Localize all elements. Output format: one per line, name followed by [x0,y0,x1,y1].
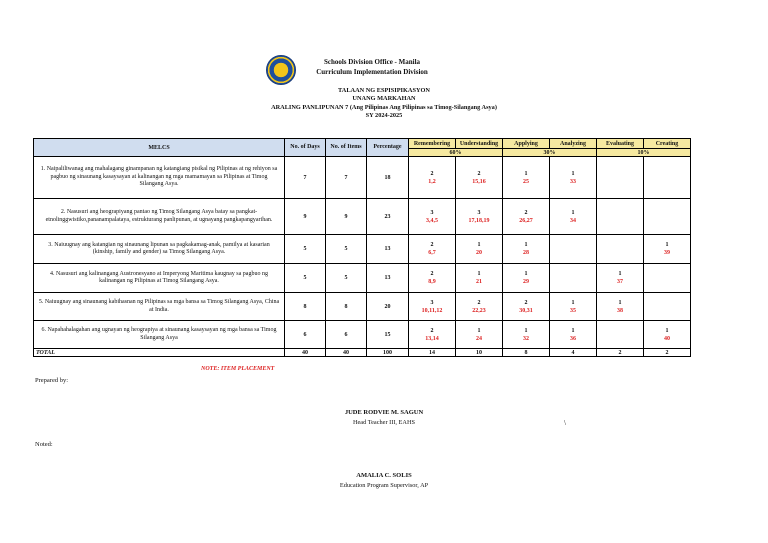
item-numbers: 25 [523,178,529,185]
total-percentage: 100 [367,349,409,357]
understanding-cell [456,235,503,264]
item-numbers: 24 [476,335,482,342]
creating-cell [644,321,691,349]
items-cell: 5 [326,264,367,293]
creating-cell [644,264,691,293]
prepared-name: JUDE RODVIE M. SAGUN [344,409,424,416]
item-numbers: 36 [570,335,576,342]
item-numbers: 20 [476,250,482,256]
item-numbers: 30,31 [519,307,533,314]
prepared-title: Head Teacher III, EAHS [352,419,416,426]
header-items: No. of Items [326,139,367,157]
evaluating-cell [597,199,644,235]
understanding-cell [456,293,503,321]
days-cell: 9 [285,199,326,235]
noted-title: Education Program Supervisor, AP [339,482,429,489]
total-items: 40 [326,349,367,357]
item-numbers: 39 [664,250,670,256]
creating-cell [644,235,691,264]
creating-cell [644,157,691,199]
item-numbers: 29 [523,279,529,285]
item-numbers: 37 [617,279,623,285]
header-evaluating: Evaluating [597,139,644,149]
item-count: 1 [618,299,622,306]
percentage-cell: 23 [367,199,409,235]
item-count: 1 [571,209,575,216]
applying-cell [503,293,550,321]
table-row [34,235,691,264]
item-count: 1 [477,271,481,277]
item-count: 3 [477,209,481,216]
prepared-signature-block [0,408,768,428]
total-remembering: 14 [409,349,456,357]
item-placement-note: NOTE: ITEM PLACEMENT [201,366,275,372]
items-cell: 6 [326,321,367,349]
melc-cell: 3. Naiuugnay ang katangian ng sinaunang lipunan sa pagkakamag-anak, pamilya at kasarian (kinship, family and gender) sa Timog Silangang Asya. [34,235,285,264]
item-count: 1 [524,271,528,277]
total-days: 40 [285,349,326,357]
table-row [34,321,691,349]
evaluating-cell [597,235,644,264]
melc-cell: 1. Naipaliliwanag ang mahalagang ginampanan ng katangiang pisikal ng Pilipinas at ng rehiyon sa pagbuo ng sinaunang kasaysayan at kalinangan ng mga mamamayan sa Pilipinas at Timog Silangang Asya. [34,157,285,199]
items-cell: 5 [326,235,367,264]
items-cell: 7 [326,157,367,199]
percentage-cell: 13 [367,264,409,293]
analyzing-cell [550,293,597,321]
remembering-cell [409,264,456,293]
office-heading [302,57,442,77]
applying-cell [503,199,550,235]
percentage-cell: 18 [367,157,409,199]
item-numbers: 8,9 [428,279,436,285]
item-numbers: 26,27 [519,217,533,224]
total-evaluating: 2 [597,349,644,357]
analyzing-cell [550,157,597,199]
item-numbers: 32 [523,335,529,342]
applying-cell [503,235,550,264]
days-cell: 6 [285,321,326,349]
header-melcs: MELCS [34,139,285,157]
remembering-cell [409,235,456,264]
item-numbers: 34 [570,217,576,224]
table-row [34,264,691,293]
table-of-specifications [33,138,691,357]
table-row [34,199,691,235]
evaluating-cell [597,293,644,321]
remembering-cell [409,321,456,349]
header-percentage: Percentage [367,139,409,157]
header-remembering: Remembering [409,139,456,149]
item-count: 1 [665,242,669,248]
item-numbers: 21 [476,279,482,285]
item-count: 2 [524,299,528,306]
applying-cell [503,321,550,349]
creating-cell [644,199,691,235]
analyzing-cell [550,235,597,264]
item-numbers: 38 [617,307,623,314]
quarter-label: UNANG MARKAHAN [352,95,416,103]
understanding-cell [456,199,503,235]
school-year: SY 2024-2025 [365,111,403,119]
office-name: Schools Division Office - Manila [323,58,421,66]
item-numbers: 28 [523,250,529,256]
item-count: 1 [477,242,481,248]
item-count: 1 [477,327,481,334]
noted-signature-block [0,471,768,491]
percentage-cell: 20 [367,293,409,321]
total-label: TOTAL [34,349,285,357]
noted-label: Noted: [35,441,53,448]
item-count: 2 [524,209,528,216]
total-row [34,349,691,357]
understanding-cell [456,264,503,293]
evaluating-cell [597,157,644,199]
subject-label: ARALING PANLIPUNAN 7 (Ang Pilipinas Ang Pilipinas sa Timog-Silangang Asya) [271,103,497,111]
item-count: 1 [571,170,575,177]
item-count: 3 [430,209,434,216]
remembering-cell [409,293,456,321]
document-titles [0,87,768,120]
understanding-cell [456,157,503,199]
header-pct-30: 30% [503,149,597,157]
days-cell: 5 [285,235,326,264]
percentage-cell: 13 [367,235,409,264]
total-creating: 2 [644,349,691,357]
days-cell: 7 [285,157,326,199]
item-count: 2 [477,170,481,177]
melc-cell: 6. Napahahalagahan ang ugnayan ng heograpiya at sinaunang kasaysayan ng mga bansa sa Timog Silangang Asya [34,321,285,349]
stray-mark: \ [564,419,566,427]
melc-cell: 4. Nasusuri ang kalinangang Austronesyano at Imperyong Maritima kaugnay sa pagbuo ng kalinangan ng Pilipinas at Timog Silangang Asya. [34,264,285,293]
remembering-cell [409,199,456,235]
total-applying: 8 [503,349,550,357]
item-numbers: 40 [664,335,670,342]
item-count: 1 [571,299,575,306]
item-count: 2 [430,271,434,277]
item-count: 1 [665,327,669,334]
item-numbers: 35 [570,307,576,314]
days-cell: 8 [285,293,326,321]
table-row [34,157,691,199]
applying-cell [503,157,550,199]
header-creating: Creating [644,139,691,149]
item-count: 3 [430,299,434,306]
item-count: 1 [618,271,622,277]
item-count: 2 [430,170,434,177]
melc-cell: 5. Naiuugnay ang sinaunang kabihasnan ng Pilipinas sa mga bansa sa Timog Silangang Asya, China at India. [34,293,285,321]
total-analyzing: 4 [550,349,597,357]
item-numbers: 15,16 [472,178,486,185]
division-seal-logo [266,55,296,85]
item-count: 1 [524,327,528,334]
item-count: 2 [430,327,434,334]
header-pct-60: 60% [409,149,503,157]
item-numbers: 10,11,12 [421,307,443,314]
melc-cell: 2. Nasusuri ang heograpiyang pantao ng Timog Silangang Asya batay sa pangkat-etnolinggwistiko,pananampalataya, estrukturang panlipunan, at ugnayang pangkapangyarihan. [34,199,285,235]
division-name: Curriculum Implementation Division [316,68,428,76]
creating-cell [644,293,691,321]
evaluating-cell [597,264,644,293]
header-pct-10: 10% [597,149,691,157]
analyzing-cell [550,264,597,293]
total-understanding: 10 [456,349,503,357]
item-numbers: 33 [570,178,576,185]
analyzing-cell [550,321,597,349]
item-numbers: 3,4,5 [426,217,438,224]
item-count: 2 [430,242,434,248]
header-understanding: Understanding [456,139,503,149]
table-row [34,293,691,321]
item-numbers: 13,14 [425,335,439,342]
evaluating-cell [597,321,644,349]
item-count: 1 [524,242,528,248]
header-days: No. of Days [285,139,326,157]
applying-cell [503,264,550,293]
item-numbers: 6,7 [428,250,436,256]
header-analyzing: Analyzing [550,139,597,149]
days-cell: 5 [285,264,326,293]
item-count: 1 [524,170,528,177]
items-cell: 9 [326,199,367,235]
understanding-cell [456,321,503,349]
items-cell: 8 [326,293,367,321]
document-title: TALAAN NG ESPISIPIKASYON [338,87,430,94]
analyzing-cell [550,199,597,235]
item-numbers: 22,23 [472,307,486,314]
item-numbers: 17,18,19 [468,217,490,224]
remembering-cell [409,157,456,199]
noted-name: AMALIA C. SOLIS [356,472,412,479]
percentage-cell: 15 [367,321,409,349]
item-numbers: 1,2 [428,178,436,185]
prepared-by-label: Prepared by: [35,377,69,384]
header-applying: Applying [503,139,550,149]
item-count: 2 [477,299,481,306]
item-count: 1 [571,327,575,334]
